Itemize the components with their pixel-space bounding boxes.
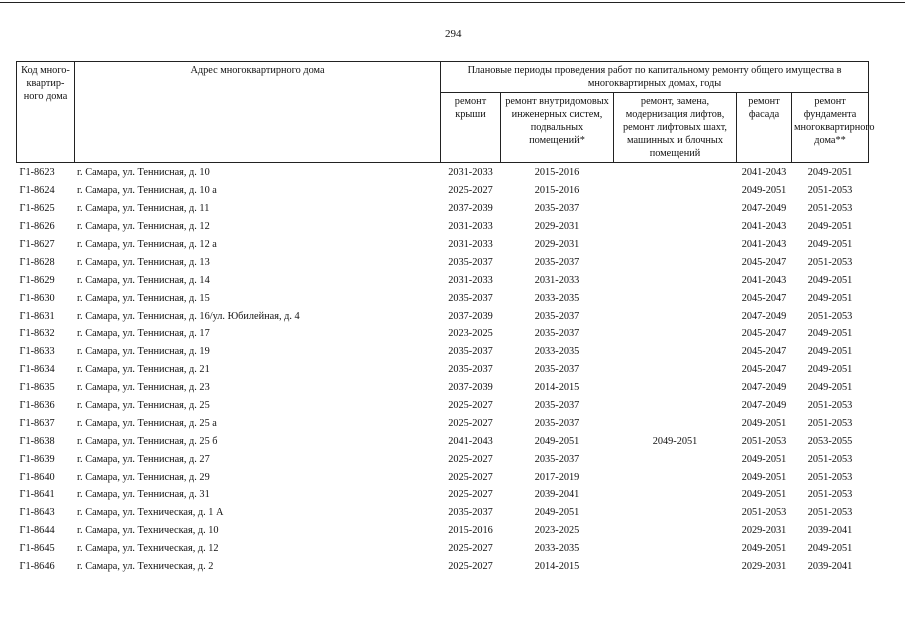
cell-systems: 2015-2016 [534,185,580,197]
cell-facade: 2047-2049 [741,203,787,215]
cell-roof: 2023-2025 [448,328,493,340]
cell-systems: 2035-2037 [534,256,580,268]
cell-code: Г1-8638 [19,435,55,447]
table-row [17,253,869,271]
cell-roof: 2037-2039 [448,203,493,215]
cell-code: Г1-8630 [19,292,55,304]
cell-code: Г1-8633 [19,346,55,358]
cell-roof: 2025-2027 [448,185,493,197]
header-systems: ремонт внутридомовых инженерных систем, подвальных помещений* [501,93,614,163]
cell-roof: 2031-2033 [448,274,493,286]
cell-facade: 2049-2051 [741,543,787,555]
cell-code: Г1-8631 [19,310,55,322]
cell-facade: 2051-2053 [741,507,787,519]
cell-address: г. Самара, ул. Теннисная, д. 23 [77,382,210,394]
cell-roof: 2035-2037 [448,346,493,358]
cell-address: г. Самара, ул. Теннисная, д. 25 б [77,435,218,447]
cell-elevators [614,343,737,361]
table-row [17,558,869,576]
table-row [17,325,869,343]
cell-foundation: 2051-2053 [807,453,853,465]
cell-elevators [614,468,737,486]
cell-elevators [614,182,737,200]
cell-foundation: 2051-2053 [807,256,853,268]
cell-address: г. Самара, ул. Теннисная, д. 12 [77,221,210,233]
cell-systems: 2023-2025 [534,525,580,537]
cell-elevators [614,325,737,343]
cell-facade: 2029-2031 [741,561,787,573]
cell-facade: 2041-2043 [741,167,787,179]
cell-address: г. Самара, ул. Теннисная, д. 12 а [77,239,217,250]
cell-roof: 2015-2016 [448,525,493,537]
cell-foundation: 2049-2051 [807,364,853,376]
cell-foundation: 2051-2053 [807,400,853,412]
cell-roof: 2025-2027 [448,453,493,465]
cell-systems: 2029-2031 [534,239,580,250]
table-row [17,200,869,218]
cell-facade: 2045-2047 [741,328,787,340]
table-row [17,522,869,540]
table-row [17,289,869,307]
cell-foundation: 2051-2053 [807,489,853,501]
cell-foundation: 2051-2053 [807,471,853,483]
cell-roof: 2031-2033 [448,239,493,250]
table-row [17,432,869,450]
cell-elevators [614,522,737,540]
cell-elevators [614,361,737,379]
cell-address: г. Самара, ул. Теннисная, д. 19 [77,346,210,358]
cell-foundation: 2051-2053 [807,417,853,429]
cell-code: Г1-8643 [19,507,55,519]
cell-roof: 2037-2039 [448,310,493,322]
table-row [17,343,869,361]
cell-code: Г1-8645 [19,543,55,555]
top-rule [0,2,905,3]
cell-address: г. Самара, ул. Техническая, д. 12 [77,543,219,555]
cell-roof: 2035-2037 [448,364,493,376]
cell-elevators [614,504,737,522]
cell-foundation: 2049-2051 [807,382,853,394]
table-row [17,414,869,432]
cell-systems: 2017-2019 [534,471,580,483]
cell-code: Г1-8639 [19,453,55,465]
cell-systems: 2015-2016 [534,167,580,179]
cell-systems: 2035-2037 [534,328,580,340]
cell-facade: 2045-2047 [741,256,787,268]
cell-facade: 2049-2051 [741,471,787,483]
cell-foundation: 2049-2051 [807,346,853,358]
cell-roof: 2037-2039 [448,382,493,394]
cell-code: Г1-8628 [19,256,55,268]
cell-foundation: 2051-2053 [807,507,853,519]
cell-systems: 2035-2037 [534,417,580,429]
cell-elevators [614,540,737,558]
cell-address: г. Самара, ул. Теннисная, д. 31 [77,489,210,501]
cell-elevators [614,289,737,307]
cell-facade: 2049-2051 [741,185,787,197]
cell-code: Г1-8629 [19,274,55,286]
cell-code: Г1-8641 [19,489,55,501]
cell-roof: 2035-2037 [448,507,493,519]
cell-code: Г1-8644 [19,525,55,537]
cell-facade: 2041-2043 [741,239,787,250]
cell-facade: 2049-2051 [741,489,787,501]
cell-foundation: 2053-2055 [807,435,853,447]
cell-elevators [614,218,737,236]
cell-roof: 2041-2043 [448,435,493,447]
cell-foundation: 2049-2051 [807,167,853,179]
table-row [17,307,869,325]
cell-elevators [614,307,737,325]
table-row [17,379,869,397]
cell-elevators [614,414,737,432]
cell-facade: 2045-2047 [741,292,787,304]
cell-code: Г1-8637 [19,417,55,429]
cell-code: Г1-8632 [19,328,55,340]
cell-roof: 2025-2027 [448,543,493,555]
table-row [17,450,869,468]
cell-address: г. Самара, ул. Теннисная, д. 25 а [77,417,217,429]
cell-systems: 2029-2031 [534,221,580,233]
table-row [17,468,869,486]
cell-systems: 2031-2033 [534,274,580,286]
table-row [17,504,869,522]
cell-address: г. Самара, ул. Теннисная, д. 27 [77,453,210,465]
cell-facade: 2049-2051 [741,417,787,429]
cell-address: г. Самара, ул. Техническая, д. 10 [77,525,219,537]
table-row [17,486,869,504]
cell-systems: 2035-2037 [534,203,580,215]
header-address: Адрес многоквартирного дома [75,62,441,163]
cell-elevators [614,200,737,218]
table-row [17,163,869,182]
cell-systems: 2035-2037 [534,400,580,412]
header-foundation: ремонт фундамента многоквартирного дома** [792,93,869,163]
cell-address: г. Самара, ул. Теннисная, д. 10 [77,167,210,179]
cell-elevators [614,236,737,254]
cell-systems: 2035-2037 [534,453,580,465]
cell-elevators [614,253,737,271]
cell-systems: 2049-2051 [534,435,580,447]
cell-roof: 2025-2027 [448,561,493,573]
table-body [17,163,869,576]
cell-address: г. Самара, ул. Теннисная, д. 11 [77,203,210,215]
cell-facade: 2041-2043 [741,274,787,286]
capital-repair-table [16,61,875,575]
cell-systems: 2035-2037 [534,310,580,322]
cell-code: Г1-8626 [19,221,55,233]
cell-address: г. Самара, ул. Теннисная, д. 29 [77,471,210,483]
cell-elevators [614,271,737,289]
cell-roof: 2025-2027 [448,417,493,429]
cell-systems: 2014-2015 [534,561,580,573]
cell-foundation: 2051-2053 [807,310,853,322]
header-elevators: ремонт, замена, модернизация лифтов, ремонт лифтовых шахт, машинных и блочных помещений [614,93,737,163]
cell-facade: 2045-2047 [741,346,787,358]
cell-code: Г1-8640 [19,471,55,483]
cell-code: Г1-8634 [19,364,55,376]
cell-facade: 2045-2047 [741,364,787,376]
cell-roof: 2025-2027 [448,400,493,412]
table-row [17,540,869,558]
cell-code: Г1-8624 [19,185,55,197]
cell-address: г. Самара, ул. Теннисная, д. 15 [77,292,210,304]
cell-foundation: 2049-2051 [807,274,853,286]
cell-address: г. Самара, ул. Теннисная, д. 10 а [77,185,217,197]
table-row [17,182,869,200]
cell-code: Г1-8636 [19,400,55,412]
cell-roof: 2035-2037 [448,292,493,304]
cell-code: Г1-8646 [19,561,55,573]
cell-roof: 2025-2027 [448,471,493,483]
cell-systems: 2049-2051 [534,507,580,519]
cell-address: г. Самара, ул. Теннисная, д. 17 [77,328,210,340]
cell-code: Г1-8635 [19,382,55,394]
cell-foundation: 2039-2041 [807,525,853,537]
header-code: Код много-квартир-ного дома [17,62,75,163]
table-row [17,218,869,236]
cell-code: Г1-8623 [19,167,55,179]
header-periods: Плановые периоды проведения работ по капитальному ремонту общего имущества в многоквартирных домах, годы [441,62,869,93]
cell-address: г. Самара, ул. Техническая, д. 1 А [77,507,224,519]
page-number: 294 [445,28,462,40]
cell-code: Г1-8625 [19,203,55,215]
cell-elevators [614,486,737,504]
cell-elevators [614,163,737,182]
header-row-top [17,62,869,93]
cell-elevators [614,397,737,415]
cell-elevators: 2049-2051 [652,435,698,447]
table-row [17,397,869,415]
header-roof: ремонт крыши [441,93,501,163]
cell-foundation: 2049-2051 [807,221,853,233]
cell-facade: 2029-2031 [741,525,787,537]
cell-roof: 2025-2027 [448,489,493,501]
cell-foundation: 2049-2051 [807,292,853,304]
cell-address: г. Самара, ул. Теннисная, д. 14 [77,274,210,286]
cell-foundation: 2039-2041 [807,561,853,573]
cell-foundation: 2049-2051 [807,543,853,555]
cell-facade: 2047-2049 [741,310,787,322]
cell-address: г. Самара, ул. Теннисная, д. 13 [77,256,210,268]
table-row [17,236,869,254]
cell-facade: 2041-2043 [741,221,787,233]
cell-systems: 2039-2041 [534,489,580,501]
cell-facade: 2051-2053 [741,435,787,447]
cell-systems: 2033-2035 [534,346,580,358]
cell-address: г. Самара, ул. Теннисная, д. 25 [77,400,210,412]
cell-roof: 2031-2033 [448,167,493,179]
cell-elevators [614,379,737,397]
cell-elevators [614,558,737,576]
cell-elevators [614,450,737,468]
cell-address: г. Самара, ул. Теннисная, д. 16/ул. Юбилейная, д. 4 [77,310,300,322]
cell-address: г. Самара, ул. Техническая, д. 2 [77,561,214,573]
cell-foundation: 2051-2053 [807,185,853,197]
cell-systems: 2033-2035 [534,543,580,555]
cell-code: Г1-8627 [19,239,55,250]
cell-roof: 2035-2037 [448,256,493,268]
cell-facade: 2047-2049 [741,382,787,394]
table-row [17,361,869,379]
table-row [17,271,869,289]
cell-roof: 2031-2033 [448,221,493,233]
cell-systems: 2035-2037 [534,364,580,376]
cell-systems: 2014-2015 [534,382,580,394]
header-facade: ремонт фасада [737,93,792,163]
cell-foundation: 2051-2053 [807,203,853,215]
cell-facade: 2047-2049 [741,400,787,412]
cell-address: г. Самара, ул. Теннисная, д. 21 [77,364,210,376]
cell-foundation: 2049-2051 [807,328,853,340]
cell-systems: 2033-2035 [534,292,580,304]
cell-foundation: 2049-2051 [807,239,853,250]
cell-facade: 2049-2051 [741,453,787,465]
